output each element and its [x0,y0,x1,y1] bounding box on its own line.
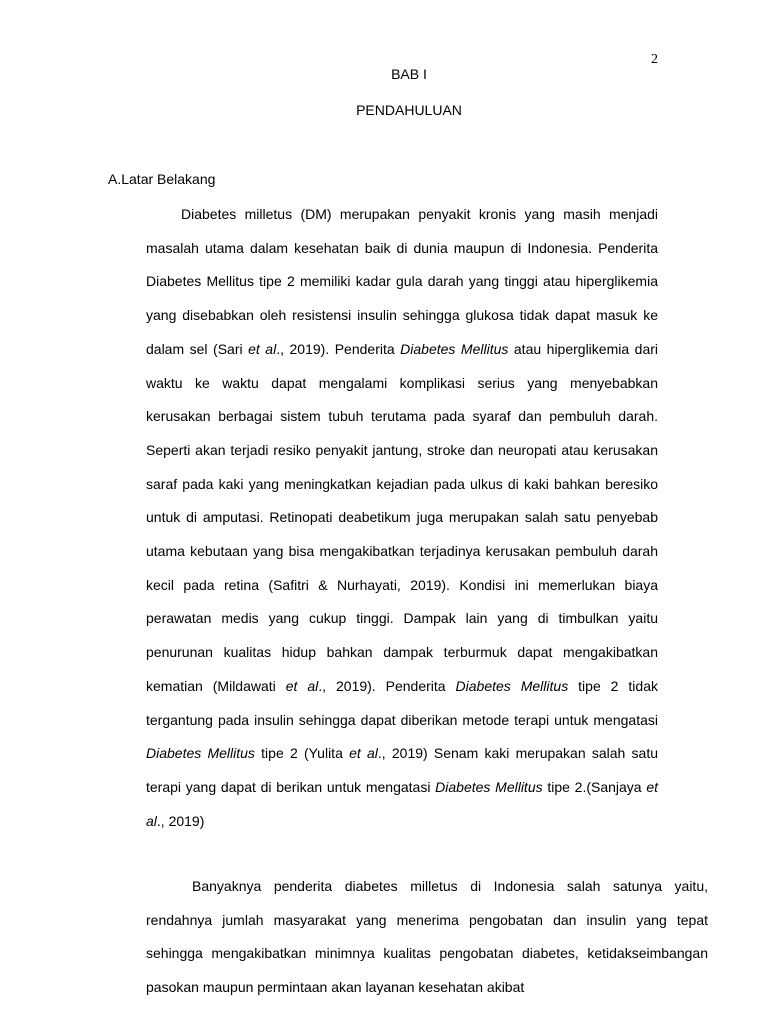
text-run: ., 2019). Penderita [276,340,401,357]
italic-run: et al [349,745,378,762]
paragraph-1 [146,198,658,838]
section-heading: A.Latar Belakang [108,171,216,187]
paragraph-2 [146,870,708,1005]
page-number: 2 [651,52,658,67]
chapter-number: BAB I [391,66,427,82]
italic-run: Diabetes Mellitus [435,778,543,795]
text-run: tipe 2.(Sanjaya [542,778,647,795]
text-run: ., 2019). Penderita [318,677,456,694]
italic-run: Diabetes Mellitus [400,340,509,357]
italic-run: et al [285,677,319,694]
italic-run: et al [146,778,659,829]
italic-run: Diabetes Mellitus [455,677,569,694]
text-run: tipe 2 tidak tergantung pada insulin sehingga dapat diberikan metode terapi untuk mengatasi [146,677,658,728]
text-run: ., 2019) [156,812,205,829]
italic-run: et al [248,340,277,357]
text-run: Banyaknya penderita diabetes milletus di Indonesia salah satunya yaitu, rendahnya jumlah masyarakat yang menerima pengobatan dan insulin yang tepat sehingga mengakibatkan minimnya kualitas pengobatan diabetes, ketidakseimbangan pasokan maupun permintaan akan layanan kesehatan akibat [146,878,708,996]
text-run: tipe 2 (Yulita [254,745,350,762]
text-run: Diabetes milletus (DM) merupakan penyakit kronis yang masih menjadi masalah utama dalam kesehatan baik di dunia maupun di Indonesia. Penderita Diabetes Mellitus tipe 2 memiliki kadar gula darah yang tinggi atau hiperglikemia yang disebabkan oleh resistensi insulin sehingga glukosa tidak dapat masuk ke dalam sel (Sari [146,206,658,357]
italic-run: Diabetes Mellitus [146,745,255,762]
text-run: atau hiperglikemia dari waktu ke waktu dapat mengalami komplikasi serius yang menyebabkan kerusakan berbagai sistem tubuh terutama pada syaraf dan pembuluh darah. Seperti akan terjadi resiko penyakit jantung, stroke dan neuropati atau kerusakan saraf pada kaki yang meningkatkan kejadian pada ulkus di kaki bahkan beresiko untuk di amputasi. Retinopati deabetikum juga merupakan salah satu penyebab utama kebutaan yang bisa mengakibatkan terjadinya kerusakan pembuluh darah kecil pada retina (Safitri & Nurhayati, 2019). Kondisi ini memerlukan biaya perawatan medis yang cukup tinggi. Dampak lain yang di timbulkan yaitu penurunan kualitas hidup bahkan dampak terburmuk dapat mengakibatkan kematian (Mildawati [146,340,658,694]
chapter-title: PENDAHULUAN [356,102,462,118]
text-run: ., 2019) Senam kaki merupakan salah satu terapi yang dapat di berikan untuk mengatasi [146,745,658,795]
